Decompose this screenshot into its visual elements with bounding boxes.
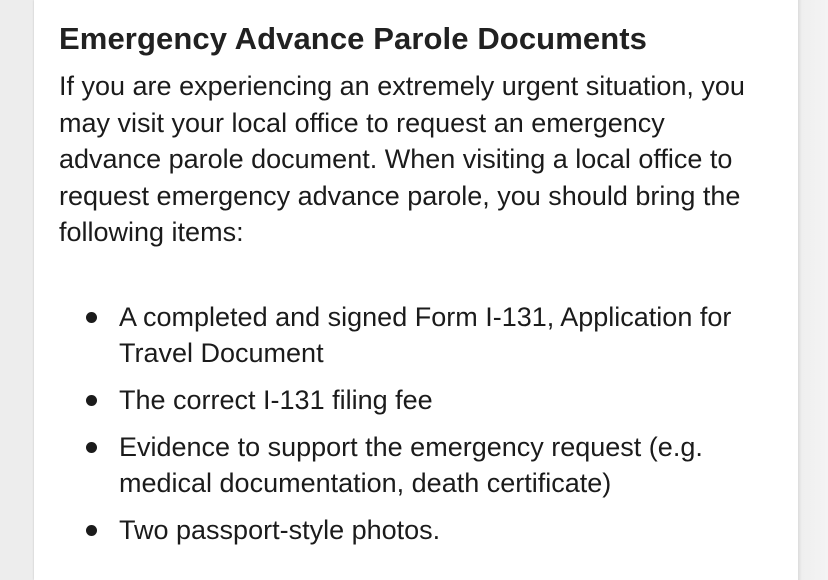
list-item-text: The correct I-131 filing fee bbox=[119, 384, 433, 415]
list-item-text: A completed and signed Form I-131, Application for Travel Document bbox=[119, 301, 732, 368]
list-item bbox=[59, 299, 759, 371]
bullet-icon bbox=[86, 442, 97, 453]
bullet-icon bbox=[86, 525, 97, 536]
bullet-icon bbox=[86, 395, 97, 406]
required-items-list bbox=[59, 299, 759, 548]
list-item-text: Evidence to support the emergency request (e.g. medical documentation, death certificate) bbox=[119, 431, 703, 498]
list-item bbox=[59, 512, 759, 548]
list-item-text: Two passport-style photos. bbox=[119, 514, 441, 545]
content-card bbox=[34, 0, 798, 580]
section-title: Emergency Advance Parole Documents bbox=[59, 21, 648, 56]
list-item bbox=[59, 429, 759, 501]
page-background-right bbox=[798, 0, 828, 580]
list-item bbox=[59, 382, 759, 418]
bullet-icon bbox=[86, 312, 97, 323]
page-background-left bbox=[0, 0, 34, 580]
article-section bbox=[59, 20, 759, 559]
intro-paragraph: If you are experiencing an extremely urgent situation, you may visit your local office to request an emergency advance parole document. When visiting a local office to request emergency advance parole, you should bring the following items: bbox=[59, 71, 745, 247]
